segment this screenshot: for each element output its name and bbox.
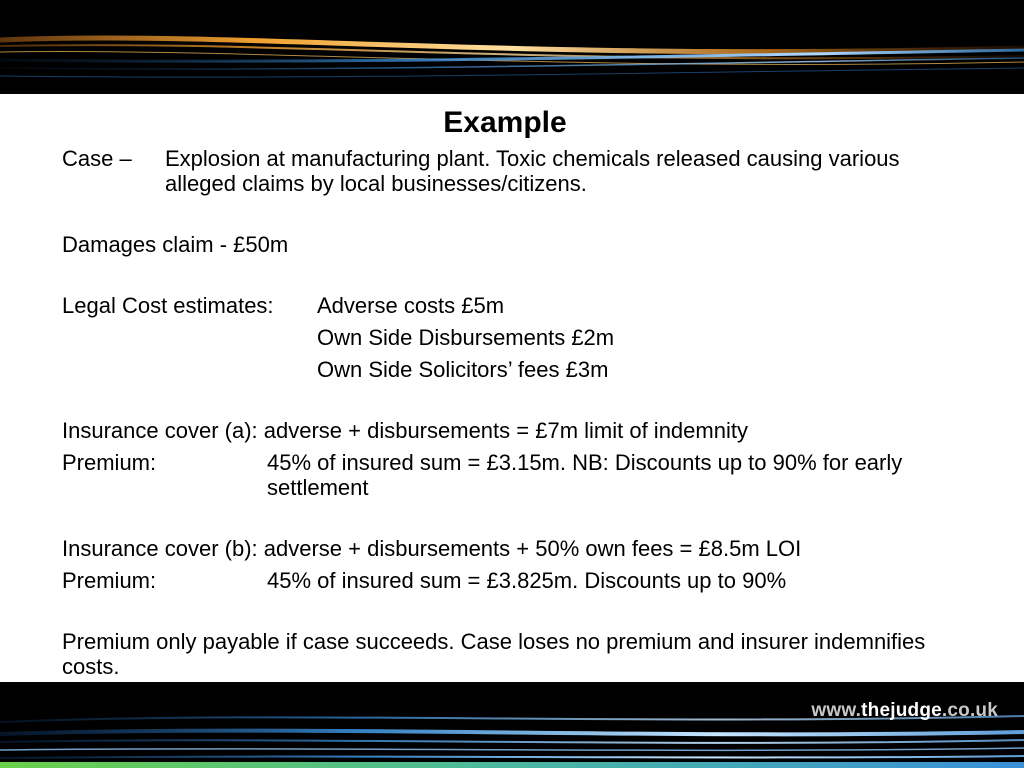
footer-banner [0, 682, 1024, 768]
insurance-cover-b: Insurance cover (b): adverse + disbursements + 50% own fees = £8.5m LOI [62, 536, 802, 561]
premium-a-row [62, 450, 962, 500]
light-streak-graphic [0, 0, 1024, 94]
insurance-cover-a: Insurance cover (a): adverse + disbursements = £7m limit of indemnity [62, 418, 748, 443]
premium-b-text: 45% of insured sum = £3.825m. Discounts up to 90% [267, 568, 787, 593]
case-text: Explosion at manufacturing plant. Toxic chemicals released causing various alleged claims by local businesses/citizens. [165, 146, 900, 196]
footer-url-brand: thejudge [861, 700, 942, 721]
damages-claim: Damages claim - £50m [62, 232, 289, 257]
legal-cost-item: Adverse costs £5m [317, 293, 505, 318]
conclusion-text: Premium only payable if case succeeds. Case loses no premium and insurer indemnifies costs. [62, 629, 926, 679]
premium-b-row [62, 568, 962, 593]
footer-url [811, 700, 998, 722]
legal-cost-item: Own Side Solicitors’ fees £3m [317, 357, 609, 382]
legal-cost-item: Own Side Disbursements £2m [317, 325, 615, 350]
light-streak-graphic [0, 682, 1024, 768]
legal-cost-row [62, 293, 962, 318]
case-label: Case – [62, 146, 132, 171]
legal-cost-label: Legal Cost estimates: [62, 293, 274, 318]
footer-url-suffix: .co.uk [941, 700, 998, 721]
slide-title: Example [443, 106, 567, 139]
premium-a-text: 45% of insured sum = £3.15m. NB: Discounts up to 90% for early settlement [267, 450, 903, 500]
footer-url-prefix: www. [811, 700, 862, 721]
premium-a-label: Premium: [62, 450, 157, 475]
slide-body [62, 146, 962, 679]
premium-b-label: Premium: [62, 568, 157, 593]
header-banner [0, 0, 1024, 94]
case-row [62, 146, 962, 196]
